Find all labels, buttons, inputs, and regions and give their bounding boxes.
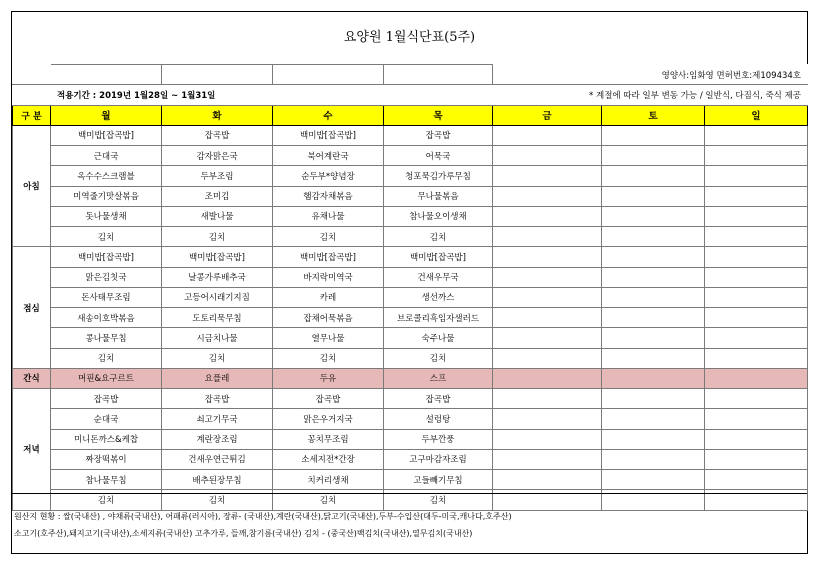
menu-cell: 김치 bbox=[51, 490, 162, 510]
header-row bbox=[13, 105, 808, 125]
menu-cell: 쇠고기무국 bbox=[162, 409, 273, 429]
lunch-row bbox=[13, 287, 808, 307]
menu-cell bbox=[602, 308, 705, 328]
menu-cell: 생선까스 bbox=[384, 287, 493, 307]
menu-cell bbox=[705, 125, 808, 145]
menu-cell: 감자맑은국 bbox=[162, 146, 273, 166]
menu-cell bbox=[705, 470, 808, 490]
header-day: 토 bbox=[602, 105, 705, 125]
menu-cell: 숙주나물 bbox=[384, 328, 493, 348]
menu-cell: 짜장떡볶이 bbox=[51, 449, 162, 469]
dinner-row bbox=[13, 389, 808, 409]
header-day: 목 bbox=[384, 105, 493, 125]
menu-cell: 잡곡밥 bbox=[162, 125, 273, 145]
dinner-row bbox=[13, 429, 808, 449]
menu-sheet bbox=[11, 11, 808, 554]
menu-cell: 순대국 bbox=[51, 409, 162, 429]
snack-row bbox=[13, 368, 808, 388]
menu-cell bbox=[705, 389, 808, 409]
menu-cell: 시금치나물 bbox=[162, 328, 273, 348]
menu-cell bbox=[493, 449, 602, 469]
menu-cell: 고구마감자조림 bbox=[384, 449, 493, 469]
menu-cell bbox=[493, 267, 602, 287]
menu-cell: 백미밥[잡곡밥] bbox=[273, 247, 384, 267]
menu-cell bbox=[705, 368, 808, 388]
menu-cell bbox=[705, 409, 808, 429]
breakfast-row bbox=[13, 186, 808, 206]
menu-cell: 계란장조림 bbox=[162, 429, 273, 449]
dinner-label: 저녁 bbox=[13, 389, 51, 511]
lunch-row bbox=[13, 328, 808, 348]
breakfast-row bbox=[13, 227, 808, 247]
menu-cell: 김치 bbox=[51, 348, 162, 368]
menu-cell bbox=[602, 206, 705, 226]
menu-cell bbox=[705, 328, 808, 348]
lunch-row bbox=[13, 267, 808, 287]
menu-cell: 새송이호박볶음 bbox=[51, 308, 162, 328]
menu-cell: 잡채어묵볶음 bbox=[273, 308, 384, 328]
menu-cell: 맑은우거지국 bbox=[273, 409, 384, 429]
menu-cell bbox=[602, 470, 705, 490]
menu-cell: 날콩가루배추국 bbox=[162, 267, 273, 287]
menu-cell: 햄감자채볶음 bbox=[273, 186, 384, 206]
menu-cell: 건새우무국 bbox=[384, 267, 493, 287]
menu-cell bbox=[493, 409, 602, 429]
snack-label: 간식 bbox=[13, 368, 51, 388]
menu-cell: 돈사태무조림 bbox=[51, 287, 162, 307]
menu-cell bbox=[493, 348, 602, 368]
menu-cell bbox=[705, 308, 808, 328]
menu-cell bbox=[602, 227, 705, 247]
menu-cell: 도토리묵무침 bbox=[162, 308, 273, 328]
dinner-row bbox=[13, 409, 808, 429]
menu-table bbox=[12, 64, 808, 511]
menu-cell bbox=[705, 227, 808, 247]
menu-cell: 배추된장무침 bbox=[162, 470, 273, 490]
menu-cell: 맑은김칫국 bbox=[51, 267, 162, 287]
menu-cell: 콩나물무침 bbox=[51, 328, 162, 348]
menu-cell bbox=[705, 348, 808, 368]
menu-cell: 카레 bbox=[273, 287, 384, 307]
menu-cell: 바지락미역국 bbox=[273, 267, 384, 287]
breakfast-row bbox=[13, 125, 808, 145]
menu-cell: 요플레 bbox=[162, 368, 273, 388]
info-row-1 bbox=[13, 65, 808, 85]
menu-cell: 백미밥[잡곡밥] bbox=[273, 125, 384, 145]
menu-cell bbox=[705, 449, 808, 469]
menu-cell bbox=[705, 287, 808, 307]
menu-cell bbox=[602, 186, 705, 206]
menu-cell: 스프 bbox=[384, 368, 493, 388]
menu-cell: 미역줄기맛살볶음 bbox=[51, 186, 162, 206]
menu-cell: 꽁치무조림 bbox=[273, 429, 384, 449]
menu-cell bbox=[493, 328, 602, 348]
menu-cell bbox=[602, 389, 705, 409]
menu-cell: 근대국 bbox=[51, 146, 162, 166]
applied-period: 적용기간 : 2019년 1월28일 ~ 1월31일 bbox=[51, 85, 384, 105]
menu-cell bbox=[602, 267, 705, 287]
menu-cell bbox=[493, 166, 602, 186]
menu-cell bbox=[493, 206, 602, 226]
menu-cell: 잡곡밥 bbox=[273, 389, 384, 409]
menu-cell bbox=[493, 368, 602, 388]
menu-cell: 김치 bbox=[51, 227, 162, 247]
menu-cell bbox=[602, 146, 705, 166]
menu-cell: 설렁탕 bbox=[384, 409, 493, 429]
menu-cell: 잡곡밥 bbox=[384, 389, 493, 409]
menu-cell bbox=[493, 146, 602, 166]
menu-cell bbox=[493, 125, 602, 145]
lunch-label: 점심 bbox=[13, 247, 51, 369]
menu-cell bbox=[705, 166, 808, 186]
menu-cell: 북어계란국 bbox=[273, 146, 384, 166]
page-title: 요양원 1월식단표(5주) bbox=[12, 12, 807, 65]
menu-cell: 잡곡밥 bbox=[51, 389, 162, 409]
menu-cell bbox=[493, 227, 602, 247]
menu-cell bbox=[602, 287, 705, 307]
menu-cell: 잡곡밥 bbox=[384, 125, 493, 145]
lunch-row bbox=[13, 348, 808, 368]
menu-cell: 김치 bbox=[162, 490, 273, 510]
lunch-row bbox=[13, 247, 808, 267]
menu-cell: 열무나물 bbox=[273, 328, 384, 348]
menu-cell bbox=[602, 125, 705, 145]
menu-cell: 참나물무침 bbox=[51, 470, 162, 490]
menu-cell: 머핀&요구르트 bbox=[51, 368, 162, 388]
menu-cell bbox=[493, 186, 602, 206]
menu-cell bbox=[602, 166, 705, 186]
menu-cell bbox=[493, 429, 602, 449]
header-day: 월 bbox=[51, 105, 162, 125]
menu-cell: 김치 bbox=[162, 348, 273, 368]
menu-cell bbox=[602, 409, 705, 429]
menu-cell: 백미밥[잡곡밥] bbox=[51, 247, 162, 267]
dinner-row bbox=[13, 470, 808, 490]
header-day: 일 bbox=[705, 105, 808, 125]
origin-divider bbox=[12, 493, 807, 494]
menu-cell bbox=[705, 429, 808, 449]
menu-cell: 어묵국 bbox=[384, 146, 493, 166]
info-row-2 bbox=[13, 85, 808, 105]
menu-cell bbox=[705, 186, 808, 206]
breakfast-row bbox=[13, 146, 808, 166]
menu-cell bbox=[705, 146, 808, 166]
menu-cell: 두부깐풍 bbox=[384, 429, 493, 449]
menu-cell: 두유 bbox=[273, 368, 384, 388]
header-day: 금 bbox=[493, 105, 602, 125]
menu-cell: 돗나물생채 bbox=[51, 206, 162, 226]
menu-cell: 옥수수스크램블 bbox=[51, 166, 162, 186]
menu-cell bbox=[705, 267, 808, 287]
menu-cell: 김치 bbox=[162, 227, 273, 247]
menu-cell: 두부조림 bbox=[162, 166, 273, 186]
menu-cell bbox=[493, 287, 602, 307]
lunch-row bbox=[13, 308, 808, 328]
menu-cell bbox=[493, 247, 602, 267]
menu-cell: 유채나물 bbox=[273, 206, 384, 226]
menu-cell bbox=[493, 308, 602, 328]
breakfast-label: 아침 bbox=[13, 125, 51, 247]
menu-cell: 김치 bbox=[273, 490, 384, 510]
header-category: 구 분 bbox=[13, 105, 51, 125]
menu-cell: 브로콜리흑임자샐러드 bbox=[384, 308, 493, 328]
origin-line-1: 원산지 현황 : 쌀(국내산) , 야채류(국내산), 어패류(러시아), 장류- (국내산),계란(국내산),닭고기(국내산),두부-수입산(대두-미국,캐나다,호주산) bbox=[14, 512, 512, 521]
menu-cell: 잡곡밥 bbox=[162, 389, 273, 409]
menu-cell: 백미밥[잡곡밥] bbox=[162, 247, 273, 267]
menu-cell: 참나물오이생채 bbox=[384, 206, 493, 226]
dinner-row bbox=[13, 449, 808, 469]
header-day: 화 bbox=[162, 105, 273, 125]
header-day: 수 bbox=[273, 105, 384, 125]
menu-cell: 고등어시래기지짐 bbox=[162, 287, 273, 307]
menu-cell bbox=[602, 368, 705, 388]
breakfast-row bbox=[13, 206, 808, 226]
origin-line-2: 소고기(호주산),돼지고기(국내산),소세지류(국내산) 고추가루, 들깨,참기름(국내산) 김치 - (중국산)백김치(국내산),열무김치(국내산) bbox=[14, 529, 473, 538]
menu-cell bbox=[493, 389, 602, 409]
menu-cell: 백미밥[잡곡밥] bbox=[51, 125, 162, 145]
menu-cell bbox=[602, 348, 705, 368]
menu-cell: 김치 bbox=[273, 227, 384, 247]
dietitian-info: 영양사:임화영 면허번호:제109434호 bbox=[493, 65, 808, 85]
menu-cell: 고들빼기무침 bbox=[384, 470, 493, 490]
menu-cell: 건새우연근튀김 bbox=[162, 449, 273, 469]
menu-cell bbox=[705, 247, 808, 267]
menu-cell: 김치 bbox=[384, 490, 493, 510]
menu-cell bbox=[602, 247, 705, 267]
menu-cell bbox=[602, 328, 705, 348]
menu-cell bbox=[705, 206, 808, 226]
menu-cell bbox=[602, 449, 705, 469]
menu-note: * 계절에 따라 일부 변동 가능 / 일반식, 다짐식, 죽식 제공 bbox=[384, 85, 808, 105]
breakfast-row bbox=[13, 166, 808, 186]
menu-cell: 순두부*양념장 bbox=[273, 166, 384, 186]
menu-cell: 백미밥[잡곡밥] bbox=[384, 247, 493, 267]
menu-cell: 새발나물 bbox=[162, 206, 273, 226]
menu-cell: 김치 bbox=[273, 348, 384, 368]
menu-cell: 치커리생채 bbox=[273, 470, 384, 490]
menu-cell: 청포묵김가루무침 bbox=[384, 166, 493, 186]
menu-cell bbox=[493, 470, 602, 490]
menu-cell: 김치 bbox=[384, 227, 493, 247]
menu-cell: 소세지전*간장 bbox=[273, 449, 384, 469]
menu-cell: 조미김 bbox=[162, 186, 273, 206]
menu-cell: 김치 bbox=[384, 348, 493, 368]
menu-cell bbox=[602, 429, 705, 449]
menu-cell: 미니돈까스&케찹 bbox=[51, 429, 162, 449]
menu-cell: 무나물볶음 bbox=[384, 186, 493, 206]
